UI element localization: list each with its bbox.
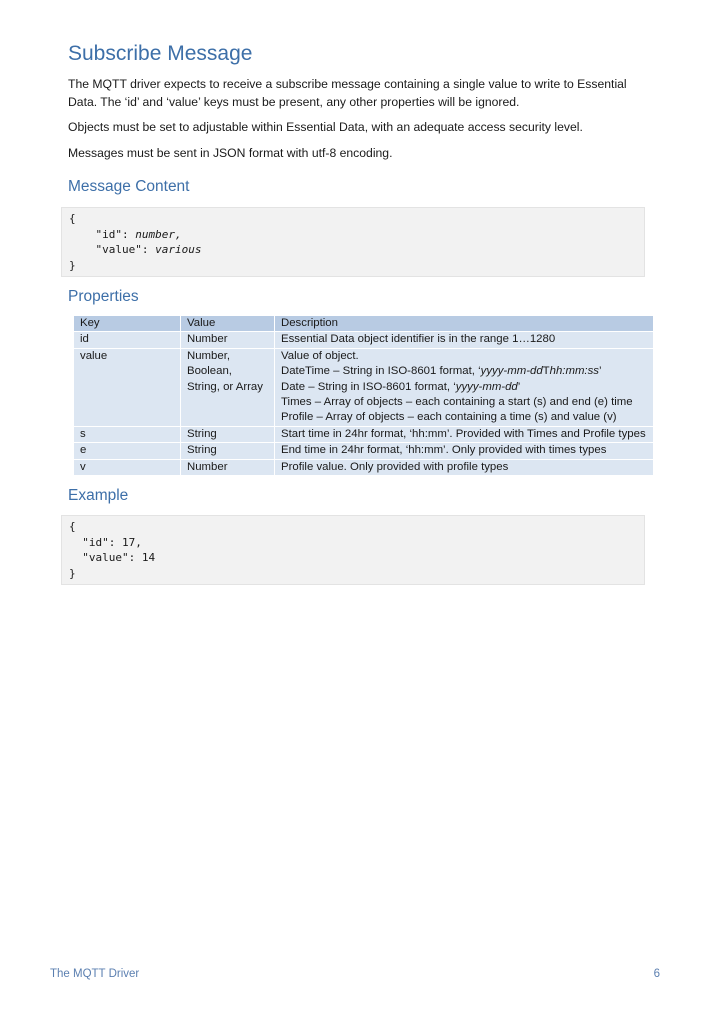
description-cell: Start time in 24hr format, ‘hh:mm’. Provided with Times and Profile types [275,426,654,442]
key-cell: value [80,349,108,362]
code-line: "id": number, [69,227,182,241]
message-content-code-block [61,207,645,277]
description-cell [275,348,654,426]
value-cell: Number [181,459,275,475]
value-cell: Number, Boolean, String, or Array [181,348,275,426]
description-line: Value of object. [281,349,359,362]
table-row [74,426,653,442]
message-content-heading: Message Content [68,178,190,195]
key-cell: v [80,460,86,473]
code-line: "value": 14 [69,551,156,565]
column-header-value: Value [181,316,275,332]
table-row [74,443,653,459]
table-row [74,332,653,348]
intro-paragraph-2: Objects must be set to adjustable within Essential Data, with an adequate access security level. [68,120,583,134]
table-row [74,348,653,426]
description-line: Date – String in ISO-8601 format, ‘yyyy-mm-dd’ [281,380,521,393]
value-cell: String [181,443,275,459]
code-line: { [69,520,76,533]
column-header-description: Description [275,316,654,332]
description-cell: End time in 24hr format, ‘hh:mm’. Only provided with times types [275,443,654,459]
properties-table [74,316,653,475]
description-line: DateTime – String in ISO-8601 format, ‘yyyy-mm-ddThh:mm:ss’ [281,365,602,378]
table-row [74,459,653,475]
key-cell: s [80,427,86,440]
description-line: Times – Array of objects – each containing a start (s) and end (e) time [281,396,633,409]
table-header-row [74,316,653,332]
intro-paragraph-3: Messages must be sent in JSON format with utf-8 encoding. [68,146,393,160]
code-line: "value": various [69,243,202,257]
example-heading: Example [68,487,129,504]
properties-heading: Properties [68,288,139,305]
description-line: Profile – Array of objects – each containing a time (s) and value (v) [281,411,617,424]
key-cell: e [80,444,87,457]
code-line: } [69,258,76,272]
key-cell: id [80,333,89,346]
code-line: "id": 17, [69,535,142,549]
footer-page-number: 6 [653,968,660,980]
page-title: Subscribe Message [68,42,253,65]
intro-paragraph-1: The MQTT driver expects to receive a subscribe message containing a single value to write to Essential Data. The ‘id’ and ‘value’ keys must be present, any other properties will be ignored. [68,77,627,109]
value-cell: String [181,426,275,442]
example-code-block [61,515,645,585]
footer-document-title: The MQTT Driver [50,968,140,980]
code-line: { [69,212,76,225]
value-cell: Number [181,332,275,348]
description-cell: Essential Data object identifier is in the range 1…1280 [275,332,654,348]
code-line: } [69,566,76,580]
column-header-key: Key [80,317,100,329]
description-cell: Profile value. Only provided with profile types [275,459,654,475]
